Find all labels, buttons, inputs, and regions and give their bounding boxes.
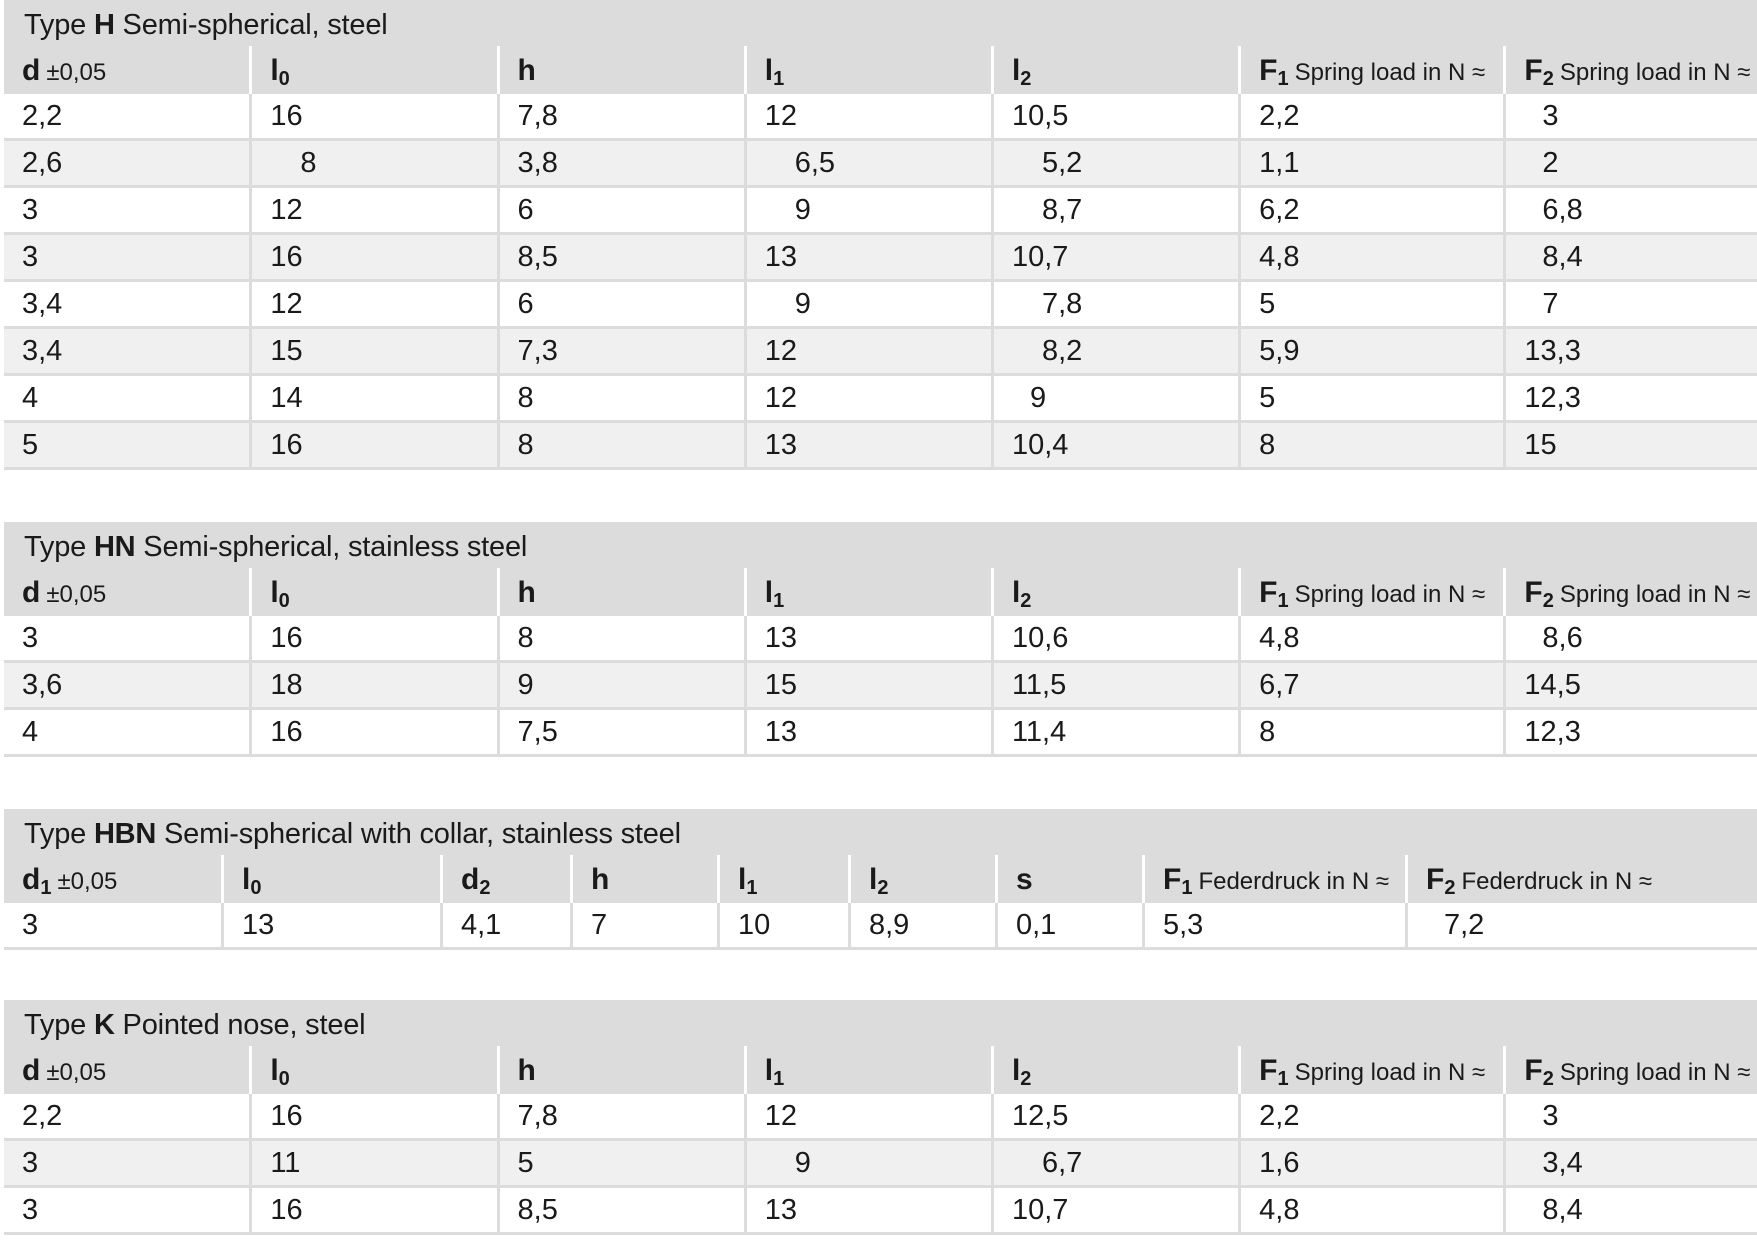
table-cell: 9 xyxy=(747,1141,994,1188)
table-cell: 12 xyxy=(747,329,994,376)
header-cell: l1 xyxy=(720,855,851,903)
data-table xyxy=(4,46,1757,470)
table-cell: 12 xyxy=(747,1094,994,1141)
table-cell: 13 xyxy=(747,1188,994,1235)
header-cell: F1 Spring load in N ≈ xyxy=(1241,1046,1506,1094)
table-cell: 7,8 xyxy=(500,94,747,141)
table-title xyxy=(4,522,1757,568)
table-cell: 4,8 xyxy=(1241,235,1506,282)
table-cell: 6,8 xyxy=(1506,188,1757,235)
table-cell: 6,2 xyxy=(1241,188,1506,235)
data-table xyxy=(4,855,1757,950)
header-cell: d1 ±0,05 xyxy=(4,855,224,903)
table-cell: 12 xyxy=(747,94,994,141)
table-row xyxy=(4,141,1757,188)
table-cell: 8 xyxy=(500,423,747,470)
table-cell: 5,3 xyxy=(1145,903,1408,950)
table-cell: 14 xyxy=(252,376,499,423)
table-cell: 0,1 xyxy=(998,903,1145,950)
table-cell: 3 xyxy=(4,1188,252,1235)
header-cell: d ±0,05 xyxy=(4,1046,252,1094)
table-cell: 16 xyxy=(252,235,499,282)
table-cell: 8,4 xyxy=(1506,1188,1757,1235)
header-cell: l0 xyxy=(252,46,499,94)
table-row xyxy=(4,616,1757,663)
table-cell: 5 xyxy=(1241,282,1506,329)
table-cell: 8,5 xyxy=(500,1188,747,1235)
table-row xyxy=(4,282,1757,329)
table-cell: 18 xyxy=(252,663,499,710)
table-cell: 16 xyxy=(252,616,499,663)
table-cell: 2,2 xyxy=(1241,1094,1506,1141)
table-cell: 10,7 xyxy=(994,235,1241,282)
table-cell: 6,7 xyxy=(1241,663,1506,710)
table-cell: 16 xyxy=(252,1188,499,1235)
table-cell: 15 xyxy=(252,329,499,376)
table-cell: 8,7 xyxy=(994,188,1241,235)
header-cell: l2 xyxy=(851,855,998,903)
table-cell: 7,5 xyxy=(500,710,747,757)
table-cell: 16 xyxy=(252,710,499,757)
table-cell: 12,3 xyxy=(1506,376,1757,423)
header-cell: l2 xyxy=(994,1046,1241,1094)
table-cell: 12 xyxy=(252,188,499,235)
title-desc: Pointed nose, steel xyxy=(122,1009,366,1041)
table-cell: 3 xyxy=(1506,94,1757,141)
table-row xyxy=(4,94,1757,141)
title-prefix: Type xyxy=(24,1009,87,1041)
table-cell: 5 xyxy=(500,1141,747,1188)
table-cell: 2,2 xyxy=(1241,94,1506,141)
table-cell: 2,6 xyxy=(4,141,252,188)
header-cell: l0 xyxy=(224,855,443,903)
table-type-h xyxy=(4,0,1757,470)
title-code: HN xyxy=(93,531,136,563)
table-cell: 4,8 xyxy=(1241,616,1506,663)
table-cell: 12 xyxy=(252,282,499,329)
title-code: H xyxy=(93,9,115,41)
header-cell: F1 Spring load in N ≈ xyxy=(1241,46,1506,94)
table-cell: 3 xyxy=(4,616,252,663)
header-cell: F1 Spring load in N ≈ xyxy=(1241,568,1506,616)
title-desc: Semi-spherical, stainless steel xyxy=(143,531,528,563)
table-cell: 10,6 xyxy=(994,616,1241,663)
header-cell: l0 xyxy=(252,1046,499,1094)
table-cell: 3,4 xyxy=(4,329,252,376)
table-cell: 3 xyxy=(4,235,252,282)
table-cell: 1,6 xyxy=(1241,1141,1506,1188)
header-cell: F2 Federdruck in N ≈ xyxy=(1408,855,1757,903)
table-cell: 6,7 xyxy=(994,1141,1241,1188)
table-cell: 16 xyxy=(252,1094,499,1141)
header-cell: F2 Spring load in N ≈ xyxy=(1506,46,1757,94)
table-cell: 13 xyxy=(747,423,994,470)
title-desc: Semi-spherical with collar, stainless steel xyxy=(164,818,681,850)
table-cell: 7,3 xyxy=(500,329,747,376)
table-type-k xyxy=(4,1000,1757,1235)
table-cell: 3 xyxy=(4,903,224,950)
table-cell: 13,3 xyxy=(1506,329,1757,376)
title-code: HBN xyxy=(93,818,157,850)
header-row xyxy=(4,1046,1757,1094)
header-cell: l1 xyxy=(747,1046,994,1094)
table-cell: 12,5 xyxy=(994,1094,1241,1141)
table-cell: 12 xyxy=(747,376,994,423)
table-cell: 12,3 xyxy=(1506,710,1757,757)
table-cell: 10,7 xyxy=(994,1188,1241,1235)
table-cell: 3,4 xyxy=(1506,1141,1757,1188)
table-cell: 4 xyxy=(4,710,252,757)
table-row xyxy=(4,235,1757,282)
table-title xyxy=(4,0,1757,46)
table-row xyxy=(4,423,1757,470)
table-row xyxy=(4,663,1757,710)
table-cell: 1,1 xyxy=(1241,141,1506,188)
table-cell: 13 xyxy=(747,710,994,757)
title-code: K xyxy=(93,1009,115,1041)
table-cell: 6,5 xyxy=(747,141,994,188)
table-row xyxy=(4,1094,1757,1141)
header-cell: F2 Spring load in N ≈ xyxy=(1506,1046,1757,1094)
data-table xyxy=(4,568,1757,757)
table-cell: 3,8 xyxy=(500,141,747,188)
table-cell: 9 xyxy=(994,376,1241,423)
table-cell: 7 xyxy=(1506,282,1757,329)
table-row xyxy=(4,329,1757,376)
header-cell: l2 xyxy=(994,46,1241,94)
table-cell: 11,4 xyxy=(994,710,1241,757)
table-cell: 9 xyxy=(747,188,994,235)
table-cell: 16 xyxy=(252,94,499,141)
header-cell: d ±0,05 xyxy=(4,46,252,94)
table-cell: 4,8 xyxy=(1241,1188,1506,1235)
table-cell: 9 xyxy=(747,282,994,329)
table-cell: 8,4 xyxy=(1506,235,1757,282)
table-cell: 3 xyxy=(1506,1094,1757,1141)
table-cell: 10,5 xyxy=(994,94,1241,141)
table-type-hn xyxy=(4,522,1757,757)
table-cell: 10 xyxy=(720,903,851,950)
header-cell: h xyxy=(500,1046,747,1094)
table-row xyxy=(4,903,1757,950)
table-cell: 13 xyxy=(747,235,994,282)
table-cell: 3 xyxy=(4,188,252,235)
table-row xyxy=(4,376,1757,423)
table-cell: 4 xyxy=(4,376,252,423)
table-row xyxy=(4,1141,1757,1188)
header-cell: l1 xyxy=(747,568,994,616)
table-cell: 2 xyxy=(1506,141,1757,188)
header-cell: s xyxy=(998,855,1145,903)
table-cell: 10,4 xyxy=(994,423,1241,470)
table-row xyxy=(4,710,1757,757)
table-cell: 5 xyxy=(1241,376,1506,423)
header-cell: l2 xyxy=(994,568,1241,616)
table-row xyxy=(4,1188,1757,1235)
title-desc: Semi-spherical, steel xyxy=(122,9,388,41)
table-cell: 13 xyxy=(747,616,994,663)
table-cell: 7,8 xyxy=(994,282,1241,329)
header-cell: F1 Federdruck in N ≈ xyxy=(1145,855,1408,903)
table-cell: 2,2 xyxy=(4,1094,252,1141)
header-row xyxy=(4,855,1757,903)
table-cell: 3,6 xyxy=(4,663,252,710)
table-cell: 4,1 xyxy=(443,903,573,950)
table-row xyxy=(4,188,1757,235)
table-cell: 11 xyxy=(252,1141,499,1188)
table-cell: 6 xyxy=(500,188,747,235)
table-cell: 5,2 xyxy=(994,141,1241,188)
data-table xyxy=(4,1046,1757,1235)
table-cell: 6 xyxy=(500,282,747,329)
table-cell: 16 xyxy=(252,423,499,470)
title-prefix: Type xyxy=(24,818,87,850)
table-cell: 8 xyxy=(1241,710,1506,757)
table-cell: 8,5 xyxy=(500,235,747,282)
table-cell: 5 xyxy=(4,423,252,470)
header-cell: d ±0,05 xyxy=(4,568,252,616)
table-cell: 7,8 xyxy=(500,1094,747,1141)
table-title xyxy=(4,809,1757,855)
header-row xyxy=(4,568,1757,616)
table-cell: 8 xyxy=(252,141,499,188)
table-cell: 7 xyxy=(573,903,720,950)
table-cell: 13 xyxy=(224,903,443,950)
table-cell: 8,9 xyxy=(851,903,998,950)
header-cell: l1 xyxy=(747,46,994,94)
table-cell: 3 xyxy=(4,1141,252,1188)
table-cell: 8 xyxy=(1241,423,1506,470)
table-cell: 9 xyxy=(500,663,747,710)
table-cell: 15 xyxy=(1506,423,1757,470)
header-cell: d2 xyxy=(443,855,573,903)
table-cell: 5,9 xyxy=(1241,329,1506,376)
table-type-hbn xyxy=(4,809,1757,950)
table-cell: 2,2 xyxy=(4,94,252,141)
header-cell: h xyxy=(500,568,747,616)
table-cell: 11,5 xyxy=(994,663,1241,710)
table-cell: 15 xyxy=(747,663,994,710)
header-row xyxy=(4,46,1757,94)
table-cell: 7,2 xyxy=(1408,903,1757,950)
table-cell: 8 xyxy=(500,616,747,663)
table-cell: 3,4 xyxy=(4,282,252,329)
table-cell: 14,5 xyxy=(1506,663,1757,710)
table-cell: 8 xyxy=(500,376,747,423)
table-cell: 8,2 xyxy=(994,329,1241,376)
title-prefix: Type xyxy=(24,531,87,563)
table-cell: 8,6 xyxy=(1506,616,1757,663)
header-cell: l0 xyxy=(252,568,499,616)
title-prefix: Type xyxy=(24,9,87,41)
header-cell: h xyxy=(573,855,720,903)
header-cell: F2 Spring load in N ≈ xyxy=(1506,568,1757,616)
table-title xyxy=(4,1000,1757,1046)
header-cell: h xyxy=(500,46,747,94)
